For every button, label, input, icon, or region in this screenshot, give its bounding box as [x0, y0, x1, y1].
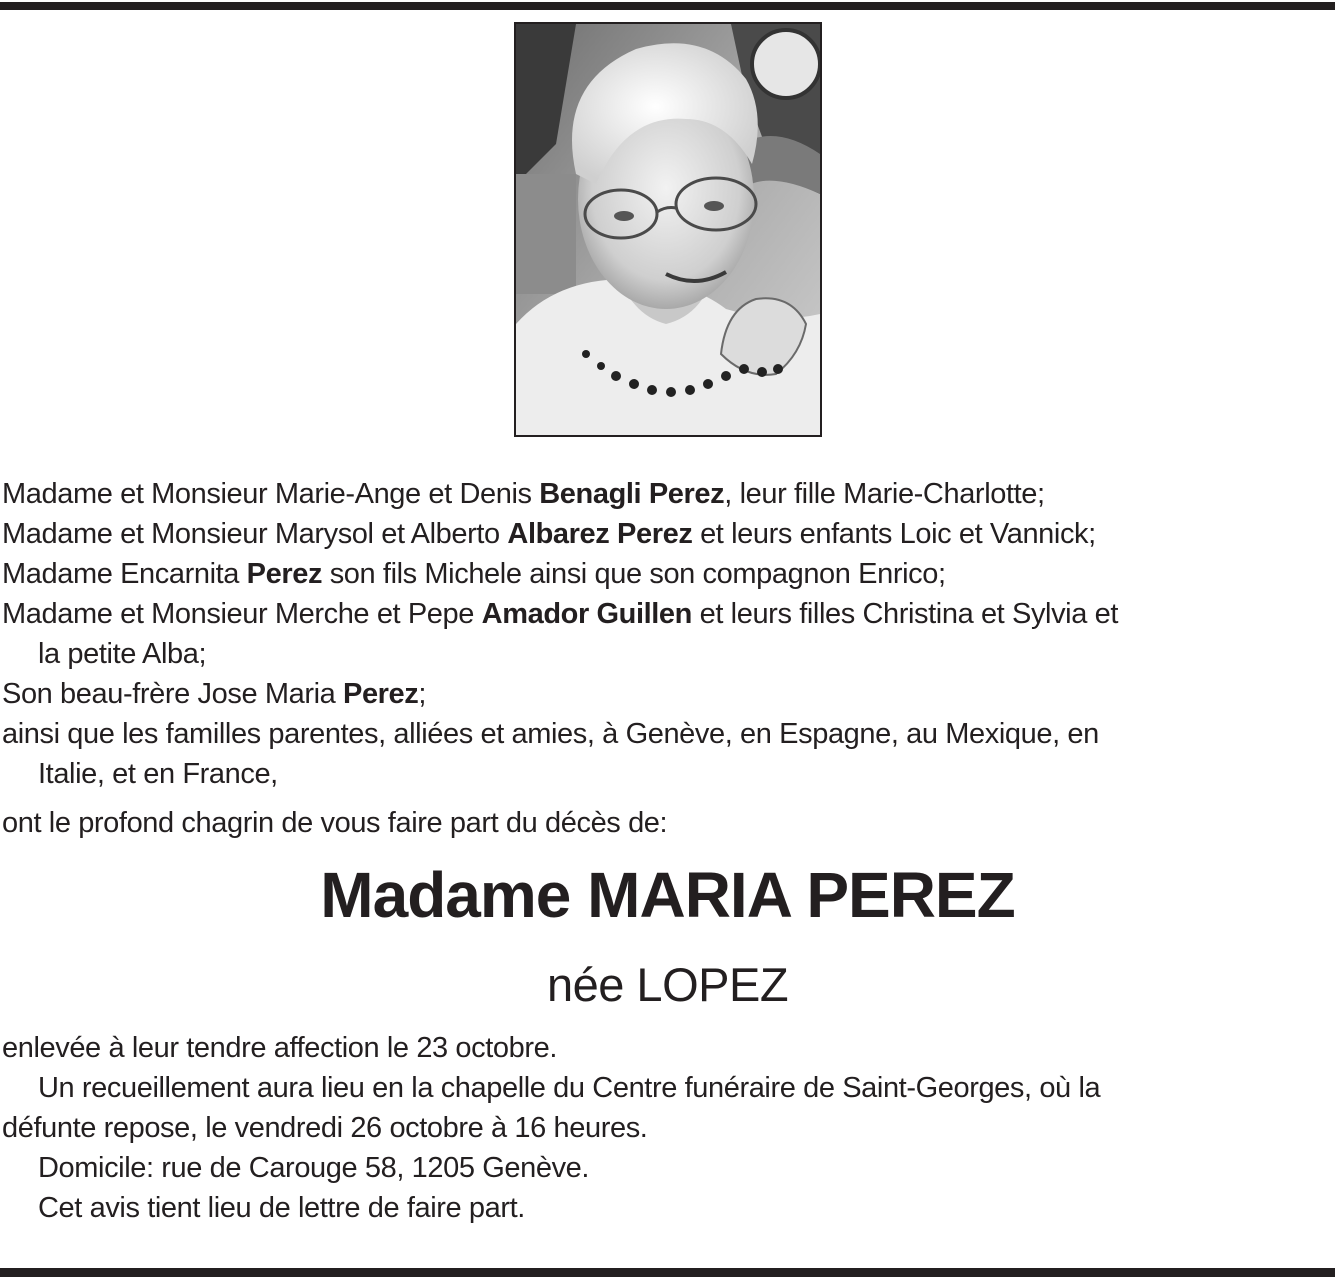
family-line-continuation: Italie, et en France, — [38, 758, 278, 790]
top-rule — [0, 2, 1335, 10]
announcement-intro: ont le profond chagrin de vous faire part du décès de: — [2, 807, 668, 839]
family-line: Madame Encarnita Perez son fils Michele ainsi que son compagnon Enrico; — [2, 558, 946, 590]
family-line-continuation: la petite Alba; — [38, 638, 207, 670]
maiden-name: née LOPEZ — [546, 958, 789, 1011]
death-date-line: enlevée à leur tendre affection le 23 octobre. — [2, 1032, 558, 1064]
family-list — [2, 474, 1334, 794]
bottom-rule — [0, 1268, 1335, 1277]
ceremony-line-continuation: défunte repose, le vendredi 26 octobre à 16 heures. — [2, 1112, 648, 1144]
notice-line: Cet avis tient lieu de lettre de faire part. — [38, 1192, 525, 1224]
family-line: Madame et Monsieur Merche et Pepe Amador Guillen et leurs filles Christina et Sylvia et — [2, 598, 1118, 630]
ceremony-line: Un recueillement aura lieu en la chapelle du Centre funéraire de Saint-Georges, où la — [38, 1072, 1101, 1104]
deceased-name: Madame MARIA PEREZ — [320, 859, 1015, 931]
domicile-line: Domicile: rue de Carouge 58, 1205 Genève. — [38, 1152, 590, 1184]
family-line: Madame et Monsieur Marysol et Alberto Albarez Perez et leurs enfants Loic et Vannick; — [2, 518, 1096, 550]
family-line: Son beau-frère Jose Maria Perez; — [2, 678, 427, 710]
family-line: Madame et Monsieur Marie-Ange et Denis Benagli Perez, leur fille Marie-Charlotte; — [2, 478, 1045, 510]
portrait-photo — [514, 22, 822, 437]
closing-section — [2, 1028, 1334, 1228]
family-line: ainsi que les familles parentes, alliées et amies, à Genève, en Espagne, au Mexique, en — [2, 718, 1099, 750]
